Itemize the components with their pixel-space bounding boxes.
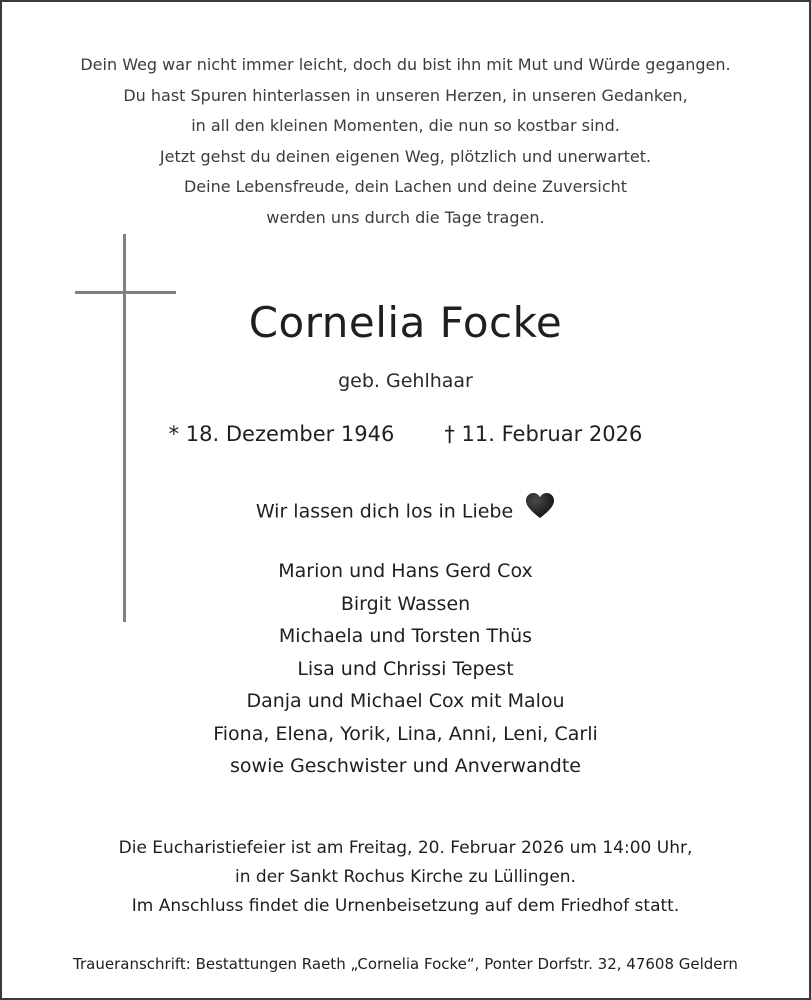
list-item: Birgit Wassen [340, 592, 471, 615]
death-date: † 11. Februar 2026 [444, 422, 643, 446]
black-heart-icon [525, 492, 555, 528]
mourners-list [2, 555, 809, 783]
service-info [2, 834, 809, 921]
poem-line: Deine Lebensfreude, dein Lachen und deine Zuversicht [183, 177, 628, 196]
list-item: Michaela und Torsten Thüs [278, 625, 533, 647]
list-item: Marion und Hans Gerd Cox [278, 560, 533, 582]
list-item: sowie Geschwister und Anverwandte [230, 755, 581, 777]
poem-line: Dein Weg war nicht immer leicht, doch du bist ihn mit Mut und Würde gegangen. [80, 55, 731, 74]
birth-date: * 18. Dezember 1946 [168, 422, 395, 446]
motto-text: Wir lassen dich los in Liebe [255, 500, 514, 523]
list-item: Lisa und Chrissi Tepest [297, 657, 514, 680]
poem-line: Jetzt gehst du deinen eigenen Weg, plötzlich und unerwartet. [159, 146, 652, 166]
poem-line: in all den kleinen Momenten, die nun so kostbar sind. [191, 116, 620, 135]
deceased-name: Cornelia Focke [248, 298, 563, 347]
service-line: Die Eucharistiefeier ist am Freitag, 20. Februar 2026 um 14:00 Uhr, [118, 838, 693, 858]
poem-line: werden uns durch die Tage tragen. [266, 207, 545, 227]
service-line: in der Sankt Rochus Kirche zu Lüllingen. [235, 867, 576, 887]
poem-line: Du hast Spuren hinterlassen in unseren Herzen, in unseren Gedanken, [123, 85, 688, 105]
life-dates [2, 420, 809, 448]
list-item: Fiona, Elena, Yorik, Lina, Anni, Leni, Carli [213, 722, 598, 745]
maiden-name: geb. Gehlhaar [338, 370, 473, 392]
list-item: Danja und Michael Cox mit Malou [246, 690, 565, 712]
motto [2, 496, 809, 528]
service-line: Im Anschluss findet die Urnenbeisetzung auf dem Friedhof statt. [131, 896, 680, 916]
poem [2, 50, 809, 233]
condolence-address: Traueranschrift: Bestattungen Raeth „Cornelia Focke“, Ponter Dorfstr. 32, 47608 Geldern [73, 955, 738, 973]
